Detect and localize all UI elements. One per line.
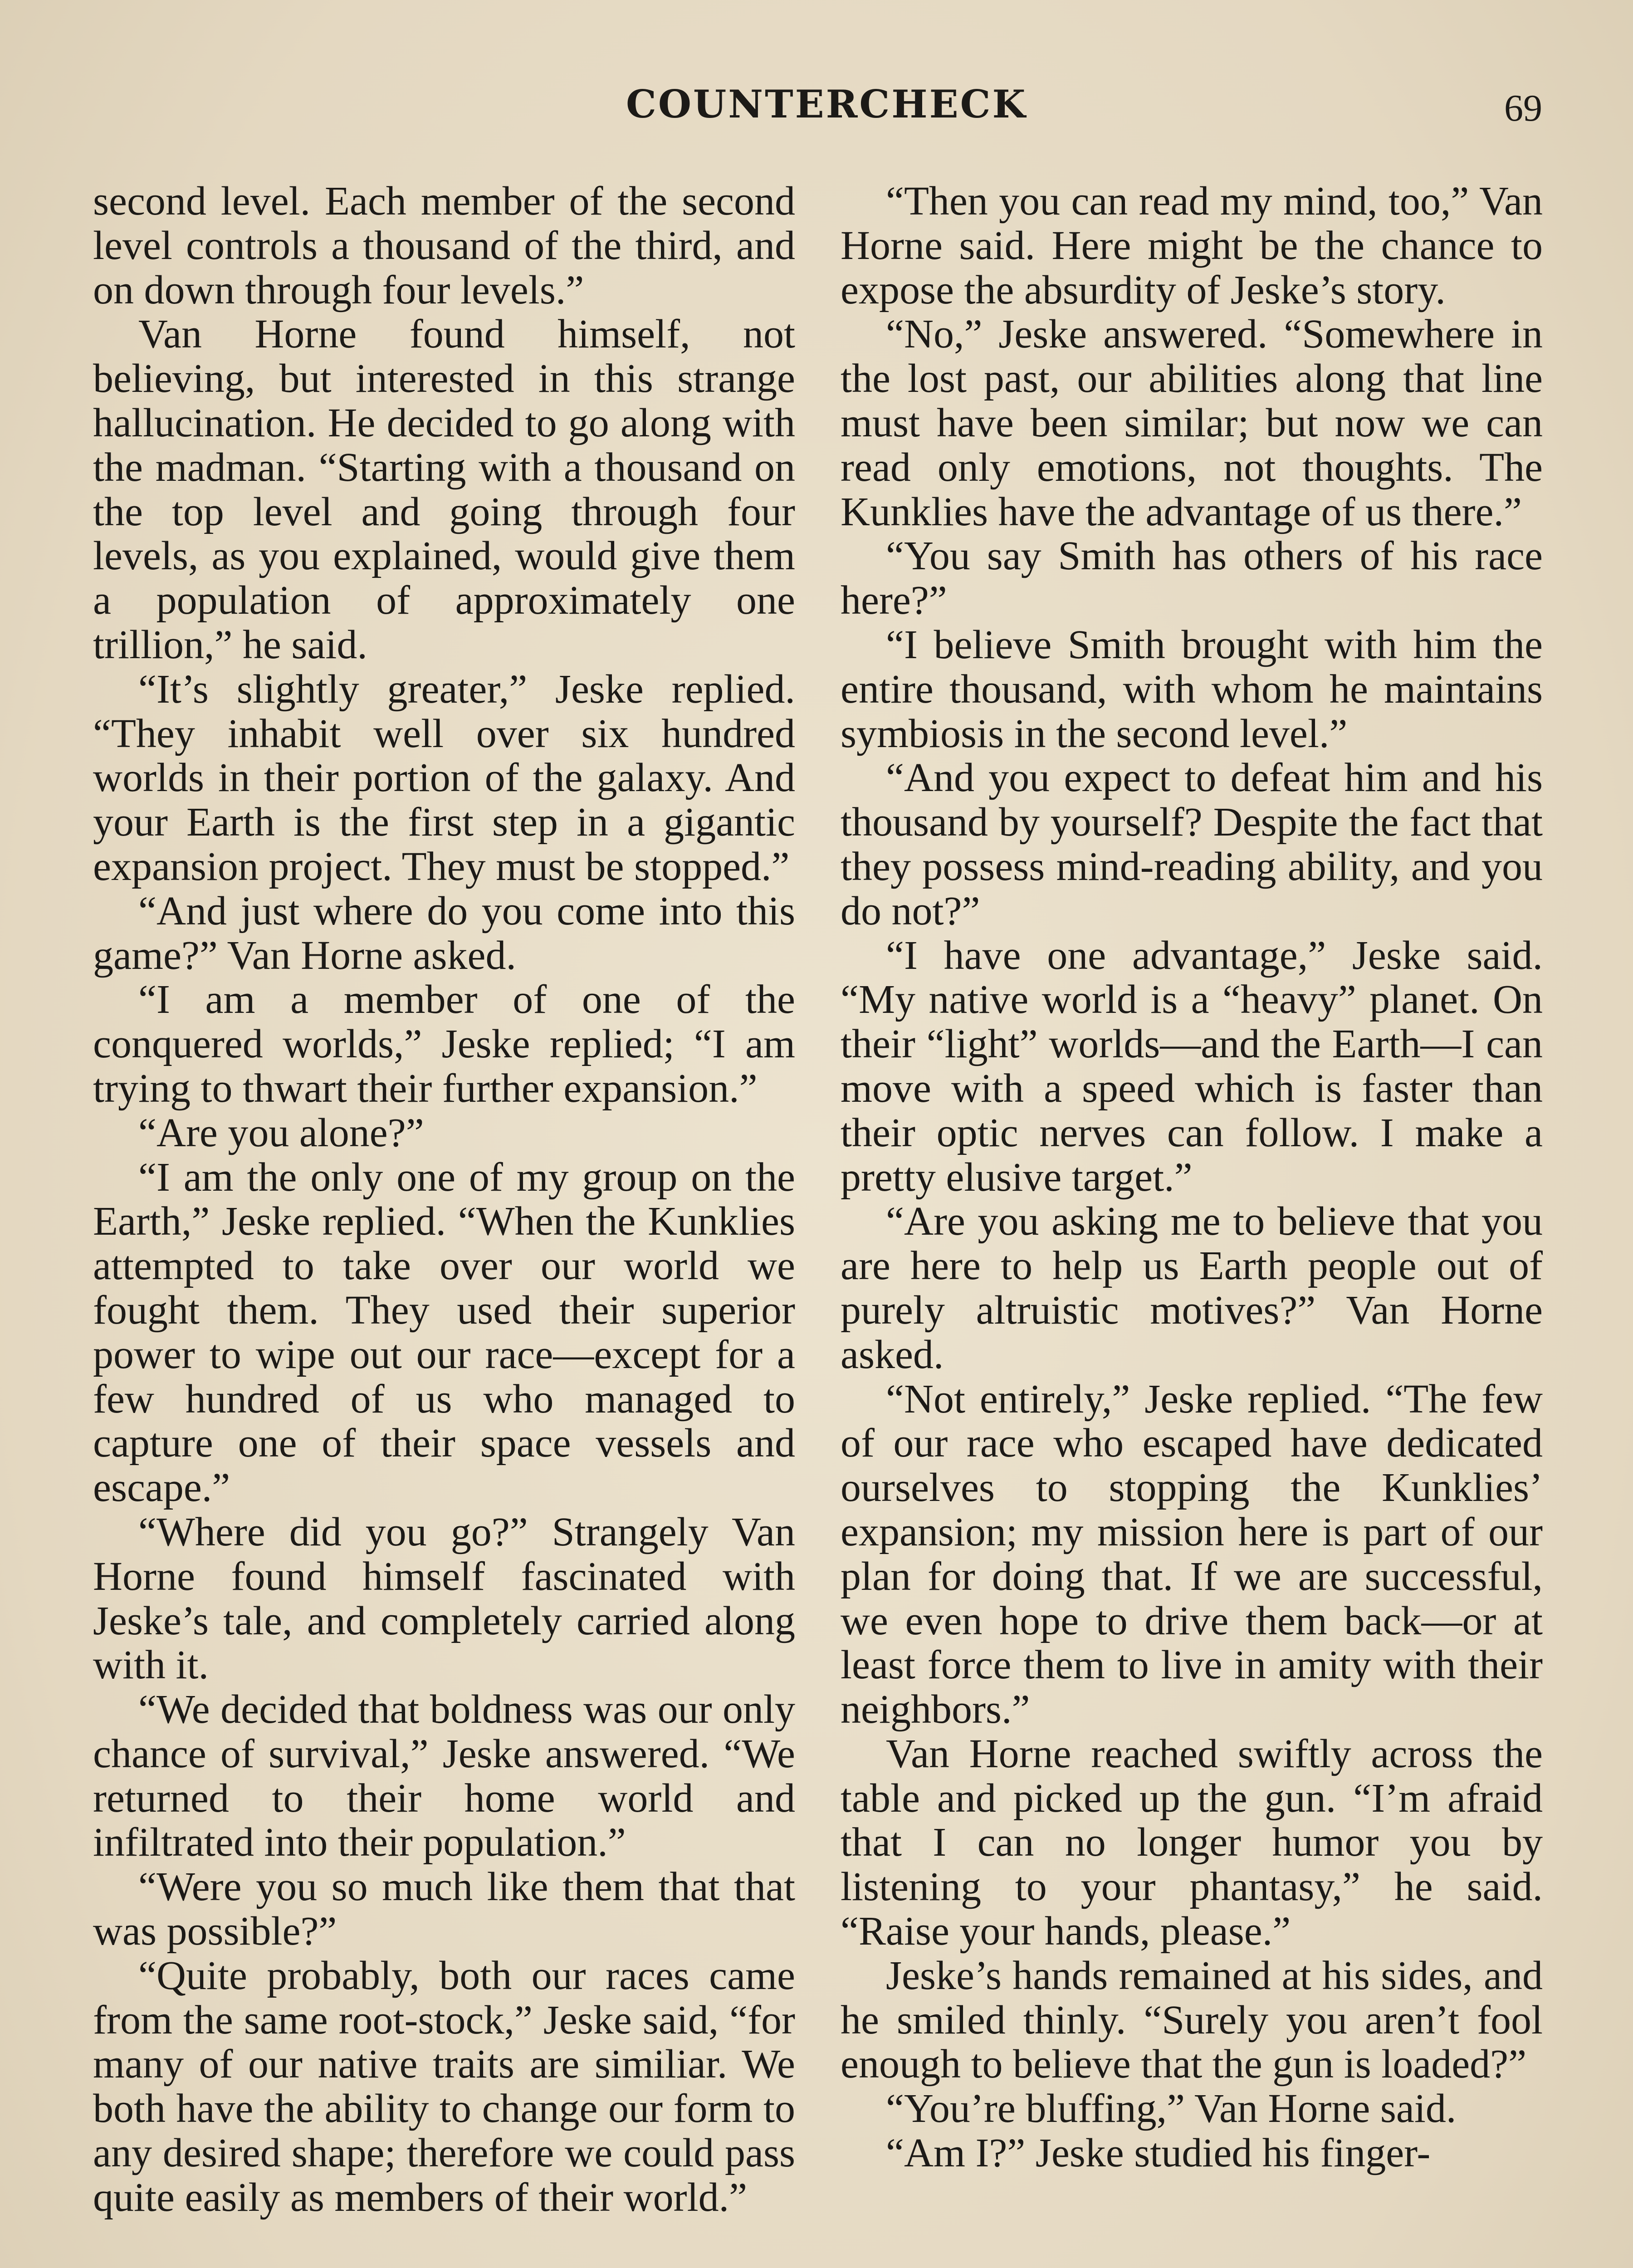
paragraph: “I have one advantage,” Jeske said. “My native world is a “heavy” planet. On their “light” worlds—and the Earth—I can move with a speed which is faster than their optic nerves can follow. I make a pretty elusive target.” — [841, 933, 1543, 1200]
paragraph: “Am I?” Jeske studied his finger- — [886, 2131, 1431, 2176]
paragraph: “No,” Jeske answered. “Somewhere in the lost past, our abilities along that line must have been similar; but now we can read only emotions, not thoughts. The Kunklies have the advantage of us there.” — [841, 312, 1543, 534]
paragraph: “Quite probably, both our races came from the same root-stock,” Jeske said, “for many of our native traits are similiar. We both have the ability to change our form to any desired shape; therefore we could pass quite easily as members of their world.” — [93, 1953, 795, 2220]
paragraph: “I am a member of one of the conquered worlds,” Jeske replied; “I am trying to thwart their further expansion.” — [93, 977, 795, 1111]
paragraph: Van Horne reached swiftly across the table and picked up the gun. “I’m afraid that I can no longer humor you by listening to your phantasy,” he said. “Raise your hands, please.” — [841, 1731, 1543, 1954]
paragraph: “It’s slightly greater,” Jeske replied. “They inhabit well over six hundred worlds in their portion of the galaxy. And your Earth is the first step in a gigantic expansion project. They must be stopped.” — [93, 666, 795, 889]
paragraph: “You’re bluffing,” Van Horne said. — [886, 2086, 1457, 2131]
paragraph: “And just where do you come into this game?” Van Horne asked. — [93, 888, 795, 978]
page-number: 69 — [1504, 87, 1542, 129]
running-title: COUNTERCHECK — [626, 82, 1027, 127]
right-column — [841, 179, 1543, 2175]
paragraph: “Then you can read my mind, too,” Van Horne said. Here might be the chance to expose the absurdity of Jeske’s story. — [841, 179, 1543, 313]
paragraph: “We decided that boldness was our only chance of survival,” Jeske answered. “We returned to their home world and infiltrated into their population.” — [93, 1687, 795, 1865]
paragraph: second level. Each member of the second level controls a thousand of the third, and on down through four levels.” — [93, 179, 795, 313]
paragraph: “Not entirely,” Jeske replied. “The few of our race who escaped have dedicated ourselves to stopping the Kunklies’ expansion; my mission here is part of our plan for doing that. If we are successful, we even hope to drive them back—or at least force them to live in amity with their neighbors.” — [841, 1376, 1543, 1732]
running-head — [0, 82, 1633, 136]
paragraph: “And you expect to defeat him and his thousand by yourself? Despite the fact that they possess mind-reading ability, and you do not?” — [841, 755, 1543, 934]
paragraph: “Where did you go?” Strangely Van Horne found himself fascinated with Jeske’s tale, and completely carried along with it. — [93, 1509, 795, 1688]
paragraph: “You say Smith has others of his race here?” — [841, 533, 1543, 623]
paragraph: “I believe Smith brought with him the entire thousand, with whom he maintains symbiosis in the second level.” — [841, 622, 1543, 756]
paragraph: “Are you asking me to believe that you are here to help us Earth people out of purely altruistic motives?” Van Horne asked. — [841, 1199, 1543, 1377]
left-column — [93, 179, 795, 2220]
paragraph: Van Horne found himself, not believing, but interested in this strange hallucination. He decided to go along with the madman. “Starting with a thousand on the top level and going through four levels, as you explained, would give them a population of approximately one trillion,” he said. — [93, 312, 795, 667]
paragraph: “Are you alone?” — [138, 1110, 424, 1155]
paragraph: “I am the only one of my group on the Earth,” Jeske replied. “When the Kunklies attempted to take over our world we fought them. They used their superior power to wipe out our race—except for a few hundred of us who managed to capture one of their space vessels and escape.” — [93, 1154, 795, 1510]
paragraph: Jeske’s hands remained at his sides, and he smiled thinly. “Surely you aren’t fool enough to believe that the gun is loaded?” — [841, 1953, 1543, 2087]
paragraph: “Were you so much like them that that was possible?” — [93, 1864, 795, 1954]
